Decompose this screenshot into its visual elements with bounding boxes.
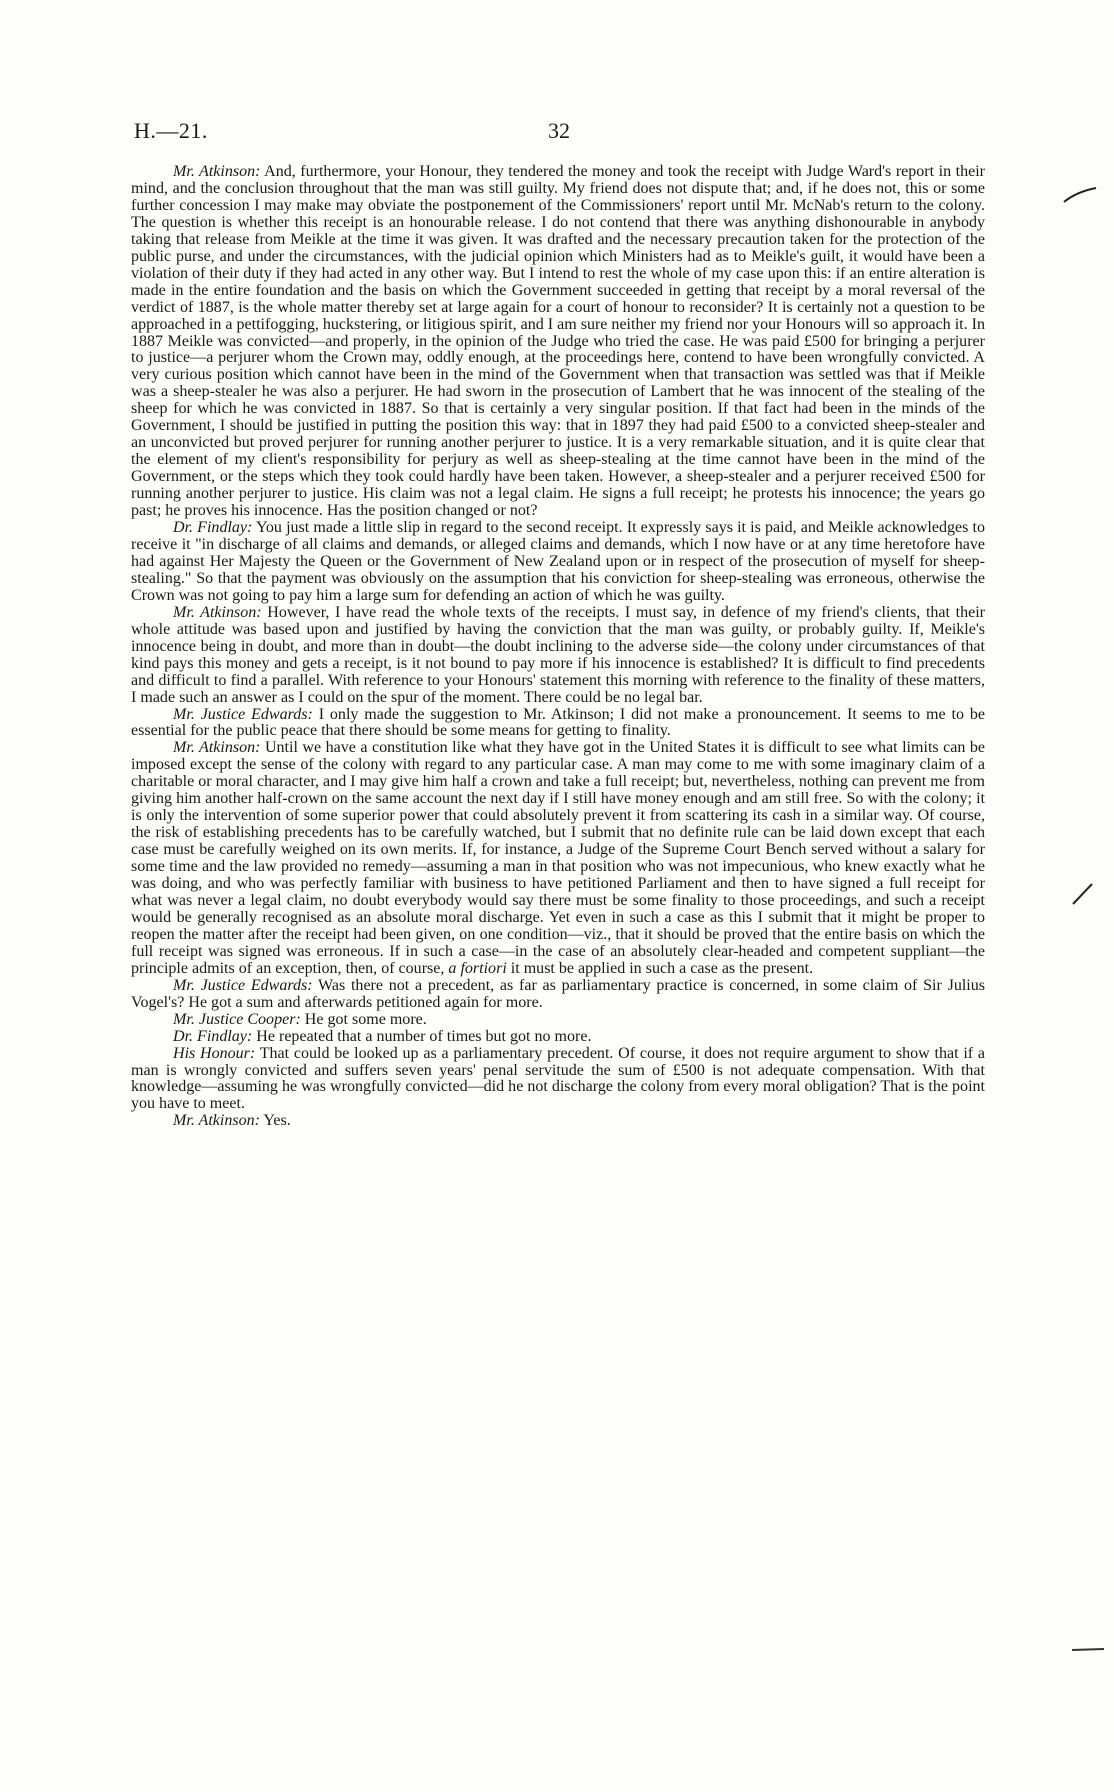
speaker-label: Mr. Atkinson: (173, 1112, 260, 1130)
paragraph-text: He got some more. (304, 1010, 427, 1028)
paragraph-text: However, I have read the whole texts of the receipts. I must say, in defence of my friend's clients, that their whole attitude was based upon and justified by having the conviction that the man was guilty, or probably guilty. If, Meikle's innocence being in doubt, and more than in doubt—the doubt inclining to the adverse side—the colony under circumstances of that kind pays this money and gets a receipt, is it not bound to pay more if his innocence is established? It is difficult to find precedents and difficult to find a parallel. With reference to your Honours' statement this morning with reference to the finality of these matters, I made such an answer as I could on the spur of the moment. There could be no legal bar. (131, 603, 986, 706)
margin-pencil-mark (1070, 1644, 1106, 1654)
paragraph (131, 1012, 985, 1029)
speaker-label: Dr. Findlay: (173, 519, 253, 537)
transcript-body (131, 164, 985, 1130)
paragraph (131, 707, 985, 741)
paragraph (131, 605, 985, 707)
paragraph-text-tail: it must be applied in such a case as the present. (510, 959, 814, 977)
paragraph (131, 520, 985, 605)
paragraph (131, 1029, 985, 1046)
speaker-label: Dr. Findlay: (173, 1027, 253, 1045)
paragraph (131, 1113, 985, 1130)
paragraph (131, 1046, 985, 1114)
margin-pencil-mark (1062, 186, 1098, 206)
speaker-label: Mr. Justice Edwards: (173, 705, 313, 723)
speaker-label: Mr. Atkinson: (173, 739, 261, 757)
speaker-label: Mr. Justice Edwards: (173, 976, 313, 994)
paragraph-text: Until we have a constitution like what they have got in the United States it is difficult to see what limits can be imposed except the sense of the colony with regard to any particular case. A man may come to me with some imaginary claim of a charitable or moral character, and I may give him half a crown and take a full receipt; but, nevertheless, nothing can prevent me from giving him another half-crown on the same account the next day if I still have money enough and am still free. So with the colony; it is only the intervention of some superior power that could absolutely prevent it from scattering its cash in a similar way. Of course, the risk of establishing precedents has to be carefully watched, but I submit that no definite rule can be laid down except that each case must be carefully weighed on its own merits. If, for instance, a Judge of the Supreme Court Bench served without a salary for some time and the law provided no remedy—assuming a man in that position who was not impecunious, who knew exactly what he was doing, and who was perfectly familiar with business to have petitioned Parliament and then to have signed a full receipt for what was never a legal claim, no doubt everybody would say there must be some finality to those proceedings, and such a receipt would be generally recognised as an absolute moral discharge. Yet even in such a case as this I submit that it might be proper to reopen the matter after the receipt had been given, on one condition—viz., that it should be proved that the entire basis on which the full receipt was signed was erroneous. If in such a case—in the case of an absolutely clear-headed and competent suppliant—the principle admits of an exception, then, of course, (131, 739, 986, 977)
margin-pencil-mark (1070, 880, 1096, 906)
paragraph-text: I only made the suggestion to Mr. Atkinson; I did not make a pronouncement. It seems to me to be essential for the public peace that there should be some means for getting to finality. (131, 705, 985, 740)
speaker-label: Mr. Justice Cooper: (173, 1010, 301, 1028)
paragraph (131, 978, 985, 1012)
speaker-label: His Honour: (173, 1044, 256, 1062)
document-reference: H.—21. (134, 118, 208, 143)
speaker-label: Mr. Atkinson: (173, 603, 262, 621)
page-number: 32 (548, 118, 570, 143)
paragraph-text: Yes. (263, 1112, 291, 1130)
paragraph-text: He repeated that a number of times but got no more. (256, 1027, 592, 1045)
latin-phrase: a fortiori (448, 959, 507, 977)
page-header (134, 118, 994, 148)
paragraph-text: You just made a little slip in regard to the second receipt. It expressly says it is paid, and Meikle acknowledges to receive it "in discharge of all claims and demands, or alleged claims and demands, which I now have or at any time heretofore have had against Her Majesty the Queen or the Government of New Zealand upon or in respect of the prosecution of myself for sheep-stealing." So that the payment was obviously on the assumption that his conviction for sheep-stealing was erroneous, otherwise the Crown was not going to pay him a large sum for defending an action of which he was guilty. (131, 519, 985, 604)
paragraph-text: Was there not a precedent, as far as parliamentary practice is concerned, in some claim of Sir Julius Vogel's? He got a sum and afterwards petitioned again for more. (131, 976, 985, 1011)
paragraph-text: And, furthermore, your Honour, they tendered the money and took the receipt with Judge Ward's report in their mind, and the conclusion throughout that the man was still guilty. My friend does not dispute that; and, if he does not, this or some further concession I may make may obviate the postponement of the Commissioners' report until Mr. McNab's return to the colony. The question is whether this receipt is an honourable release. I do not contend that there was anything dishonourable in anybody taking that release from Meikle at the time it was given. It was drafted and the necessary precaution taken for the protection of the public purse, and under the circumstances, with the judicial opinion which Ministers had as to Meikle's guilt, it would have been a violation of their duty if they had acted in any other way. But I intend to rest the whole of my case upon this: if an entire alteration is made in the entire foundation and the basis on which the Government succeeded in getting that receipt by a moral reversal of the verdict of 1887, is the whole matter thereby set at large again for a court of honour to reconsider? It is certainly not a question to be approached in a pettifogging, huckstering, or litigious spirit, and I am sure neither my friend nor your Honours will so approach it. In 1887 Meikle was convicted—and properly, in the opinion of the Judge who tried the case. He was paid £500 for bringing a perjurer to justice—a perjurer whom the Crown may, oddly enough, at the proceedings here, contend to have been wrongfully convicted. A very curious position which cannot have been in the mind of the Government when that transaction was settled was that if Meikle was a sheep-stealer he was also a perjurer. He had sworn in the prosecution of Lambert that he was innocent of the stealing of the sheep for which he was convicted in 1887. So that is certainly a very singular position. If that fact had been in the minds of the Government, I should be justified in putting the position this way: that in 1897 they had paid £500 to a convicted sheep-stealer and an unconvicted but proved perjurer for running another perjurer to justice. It is a very remarkable situation, and it is quite clear that the element of my client's responsibility for perjury as well as sheep-stealing at the time cannot have been in the mind of the Government, or the steps which they took could hardly have been taken. However, a sheep-stealer and a perjurer received £500 for running another perjurer to justice. His claim was not a legal claim. He signs a full receipt; he protests his innocence; the years go past; he proves his innocence. Has the position changed or not? (131, 163, 985, 520)
speaker-label: Mr. Atkinson: (173, 163, 261, 180)
paragraph (131, 164, 985, 520)
paragraph-text: That could be looked up as a parliamentary precedent. Of course, it does not require argument to show that if a man is wrongly convicted and suffers seven years' penal servitude the sum of £500 is not adequate compensation. With that knowledge—assuming he was wrongfully convicted—did he not discharge the colony from every moral obligation? That is the point you have to meet. (131, 1044, 985, 1113)
paragraph (131, 740, 985, 977)
